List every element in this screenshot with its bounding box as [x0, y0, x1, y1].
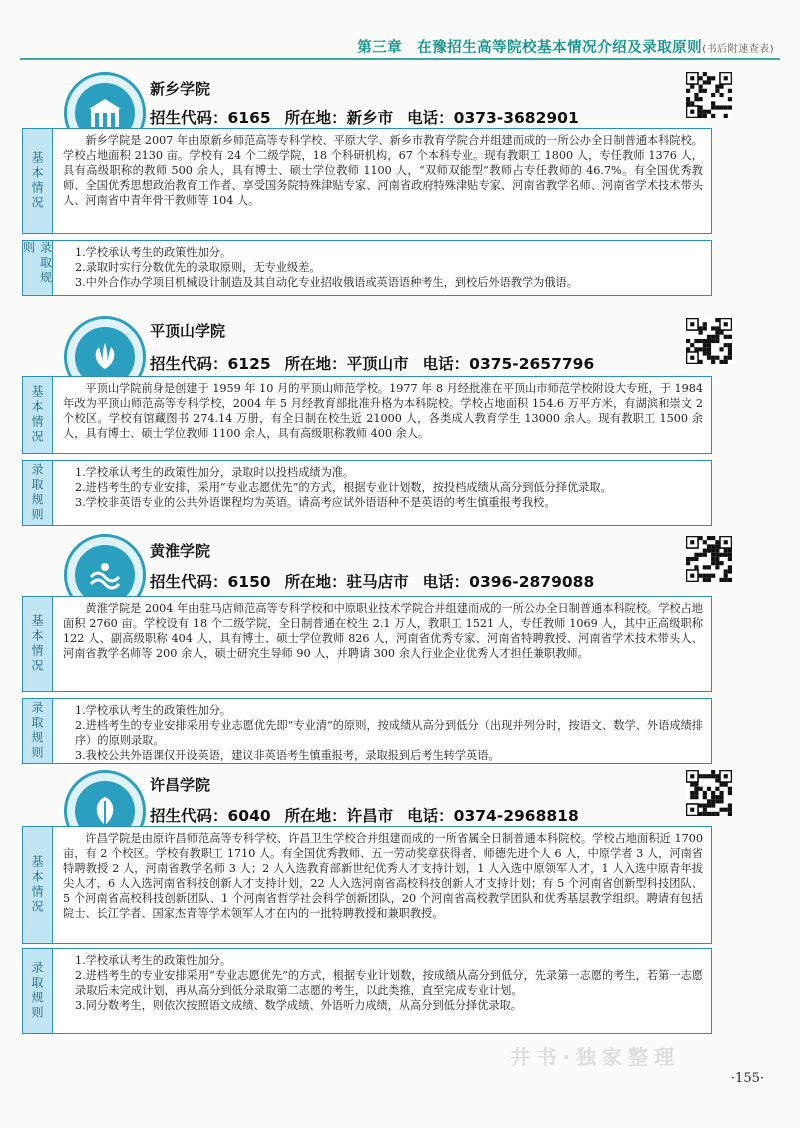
rule-item: 2.录取时实行分数优先的录取原则，无专业级差。: [75, 261, 321, 274]
rule-item: 3.同分数考生，则依次按照语文成绩、数学成绩、外语听力成绩，从高分到低分择优录取。: [75, 999, 522, 1012]
basic-info-label: 基本情况: [23, 597, 53, 691]
building-icon: [85, 93, 125, 133]
school-info-line: [150, 804, 593, 826]
school-name: 黄淮学院: [150, 542, 211, 560]
qr-code-icon[interactable]: [686, 770, 732, 816]
admission-rules-box: [22, 460, 712, 526]
rule-item: 1.学校承认考生的政策性加分，录取时以投档成绩为准。: [75, 466, 355, 479]
rule-item: 3.中外合作办学项目机械设计制造及其自动化专业招收俄语或英语语种考生，到校后外语教学为俄语。: [75, 276, 578, 289]
lotus-icon: [85, 337, 125, 377]
school-location: 所在地：平顶山市: [284, 355, 409, 373]
page-header: [20, 36, 780, 60]
admission-rules-box: [22, 240, 712, 296]
school-location: 所在地：许昌市: [284, 807, 394, 825]
basic-info-text: 黄淮学院是 2004 年由驻马店师范高等专科学校和中原职业技术学院合并组建而成的一所公办全日制普通本科院校。学校占地面积 2760 亩。学校设有 18 个二级学院，全日制普通在校生 2.1 万人，教职工 1521 人，专任教师 1069 人，其中正高级职称 122 人、副高级职称 404 人，具有博士、硕士学位教师 826 人，河南省优秀专家、河南省特聘教授、河南省学术技术带头人、河南省教学名师等 200 余人，硕士研究生导师 90 人，并聘请 300 余人行业企业优秀人才担任兼职教师。: [63, 602, 703, 660]
school-location: 所在地：驻马店市: [284, 573, 409, 591]
school-location: 所在地：新乡市: [284, 109, 394, 127]
page-number: ·155·: [730, 1071, 764, 1086]
school-entry-huanghuai: [64, 534, 732, 594]
school-entry-pingdingshan: [64, 316, 732, 376]
admission-rules-label: 录取规则: [23, 949, 53, 1033]
rule-item: 2.进档考生的专业安排采用“专业志愿优先”的方式，根据专业计划数，按成绩从高分到低分，先录第一志愿的考生，若第一志愿录取后未完成计划，再从高分到低分录取第二志愿的考生，以此类推，直至完成专业计划。: [75, 969, 703, 997]
admission-rules-box: [22, 698, 712, 764]
chapter-title-text: 第三章 在豫招生高等院校基本情况介绍及录取原则: [357, 40, 703, 56]
school-name: 平顶山学院: [150, 322, 226, 340]
rule-item: 3.学校非英语专业的公共外语课程均为英语。请高考应试外语语种不是英语的考生慎重报考我校。: [75, 496, 556, 509]
header-rule: [20, 58, 780, 60]
admission-rules-label: 录取规则: [23, 699, 53, 763]
basic-info-label: 基本情况: [23, 377, 53, 453]
rule-item: 2.进档考生的专业安排，采用“专业志愿优先”的方式，根据专业计划数，按投档成绩从高分到低分择优录取。: [75, 481, 612, 494]
school-phone: 电话：0373-3682901: [407, 109, 579, 127]
watermark-stamp: 井书·独家整理: [510, 1045, 680, 1069]
rule-item: 2.进档考生的专业安排采用专业志愿优先即“专业清”的原则，按成绩从高分到低分（出现并列分时，按语文、数学、外语成绩排序）的原则录取。: [75, 719, 703, 747]
wave-icon: [85, 555, 125, 595]
rule-item: 1.学校承认考生的政策性加分。: [75, 954, 232, 967]
admission-rules-label: 录取规则: [23, 241, 53, 295]
chapter-subtitle: (书后附速查表): [702, 44, 774, 55]
basic-info-box: [22, 596, 712, 692]
school-info-line: [150, 352, 608, 374]
school-code: 招生代码：6150: [150, 573, 271, 591]
qr-code-icon[interactable]: [686, 72, 732, 118]
school-info-line: [150, 570, 608, 592]
school-name: 许昌学院: [150, 776, 211, 794]
basic-info-box: [22, 376, 712, 454]
rule-item: 1.学校承认考生的政策性加分。: [75, 704, 232, 717]
school-code: 招生代码：6165: [150, 109, 271, 127]
rule-item: 3.我校公共外语课仅开设英语，建议非英语考生慎重报考，录取报到后考生转学英语。: [75, 749, 500, 762]
rule-item: 1.学校承认考生的政策性加分。: [75, 246, 232, 259]
basic-info-label: 基本情况: [23, 827, 53, 943]
school-phone: 电话：0396-2879088: [422, 573, 595, 591]
admission-rules-box: [22, 948, 712, 1034]
school-phone: 电话：0374-2968818: [407, 807, 579, 825]
basic-info-box: [22, 128, 712, 234]
school-phone: 电话：0375-2657796: [422, 355, 595, 373]
school-name: 新乡学院: [150, 80, 211, 98]
chapter-title: [357, 36, 774, 57]
basic-info-box: [22, 826, 712, 944]
admission-rules-text: [63, 703, 703, 763]
admission-rules-text: [63, 245, 703, 290]
qr-code-icon[interactable]: [686, 536, 732, 582]
admission-rules-text: [63, 465, 703, 510]
basic-info-text: 新乡学院是 2007 年由原新乡师范高等专科学校、平原大学、新乡市教育学院合并组建而成的一所公办全日制普通本科院校。学校占地面积 2130 亩。学校有 24 个二级学院，18 个科研机构，67 个本科专业。现有教职工 1800 人，专任教师 1376 人，具有高级职称的教师 500 余人，具有博士、硕士学位教师 1100 人，“双师双能型”教师占专任教师的 46.7%。有全国优秀教师、全国优秀思想政治教育工作者、享受国务院特殊津贴专家、河南省政府特殊津贴专家、河南省教学名师、河南省学术技术带头人、河南省中青年骨干教师等 104 人。: [63, 134, 703, 207]
school-info-line: [150, 106, 593, 128]
admission-rules-text: [63, 953, 703, 1013]
basic-info-label: 基本情况: [23, 129, 53, 233]
basic-info-text: 许昌学院是由原许昌师范高等专科学校、许昌卫生学校合并组建而成的一所省属全日制普通本科院校。学校占地面积近 1700 亩，有 2 个校区。学校有教职工 1710 人。有全国优秀教师、五一劳动奖章获得者、师德先进个人 6 人，中原学者 3 人，河南省特聘教授 2 人，河南省教学名师 3 人；2 人入选教育部新世纪优秀人才支持计划，1 人入选中原领军人才，1 人入选中原青年拔尖人才，6 人入选河南省科技创新人才支持计划，22 人入选河南省高校科技创新人才支持计划；有 5 个河南省创新型科技团队、5 个河南省高校科技创新团队、1 个河南省哲学社会科学创新团队，20 个河南省高校教学团队和优秀基层教学组织。聘请有包括院士、长江学者、国家杰青等学术领军人才在内的一批特聘教授和兼职教授。: [63, 832, 703, 920]
school-code: 招生代码：6125: [150, 355, 271, 373]
school-code: 招生代码：6040: [150, 807, 271, 825]
qr-code-icon[interactable]: [686, 318, 732, 364]
admission-rules-label: 录取规则: [23, 461, 53, 525]
leaf-icon: [85, 791, 125, 831]
school-entry-xuchang: [64, 770, 732, 830]
basic-info-text: 平顶山学院前身是创建于 1959 年 10 月的平顶山师范学校。1977 年 8 月经批准在平顶山市师范学校附设大专班，于 1984 年改为平顶山师范高等专科学校，2004 年 5 月经教育部批准升格为本科院校。学校占地面积 154.6 万平方米，有湖滨和崇文 2 个校区。学校有馆藏图书 274.14 万册，有全日制在校生近 21000 人，各类成人教育学生 13000 余人。现有教职工 1500 余人，具有博士、硕士学位教师 1100 余人，具有高级职称教师 400 余人。: [63, 382, 703, 440]
